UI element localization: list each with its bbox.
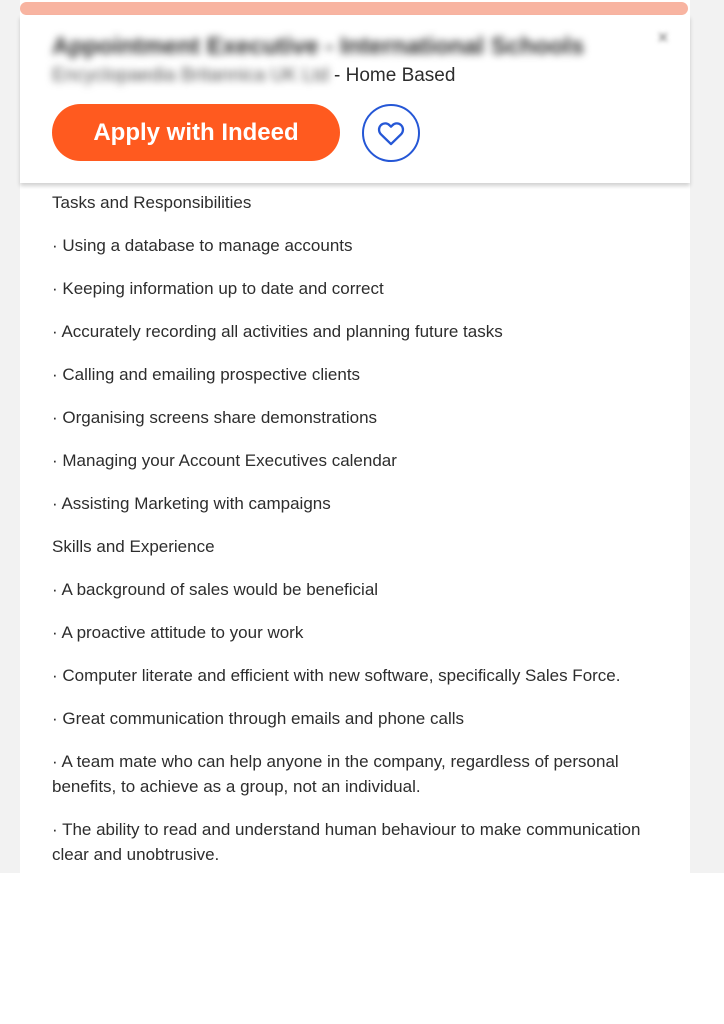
job-header: [20, 15, 690, 183]
list-item: · Great communication through emails and phone calls: [52, 709, 464, 728]
list-item: · Calling and emailing prospective clients: [52, 365, 361, 384]
list-item: · Keeping information up to date and correct: [52, 279, 384, 298]
close-icon[interactable]: ×: [657, 27, 669, 49]
bottom-blank-area: [0, 873, 724, 1024]
list-item: · Accurately recording all activities and planning future tasks: [52, 322, 503, 341]
top-accent-bar: [20, 2, 688, 15]
save-job-button[interactable]: [362, 104, 420, 162]
company-location-line: [52, 65, 455, 87]
list-item: · Assisting Marketing with campaigns: [52, 494, 331, 513]
list-item: · A background of sales would be beneficial: [52, 580, 379, 599]
list-item: · Organising screens share demonstrations: [52, 408, 378, 427]
heart-icon: [377, 120, 405, 146]
list-item: · A team mate who can help anyone in the company, regardless of personal benefits, to achieve as a group, not an individual.: [52, 752, 619, 796]
job-description: [52, 190, 672, 885]
company-name[interactable]: Encyclopaedia Britannica UK Ltd: [52, 65, 329, 86]
list-item: · A proactive attitude to your work: [52, 623, 304, 642]
apply-with-indeed-button[interactable]: Apply with Indeed: [52, 104, 340, 161]
section-heading: Tasks and Responsibilities: [52, 193, 252, 212]
location-label: - Home Based: [328, 65, 456, 86]
section-heading: Skills and Experience: [52, 537, 215, 556]
list-item: · Managing your Account Executives calendar: [52, 451, 397, 470]
list-item: · The ability to read and understand human behaviour to make communication clear and unobtrusive.: [52, 820, 641, 864]
list-item: · Computer literate and efficient with new software, specifically Sales Force.: [52, 666, 621, 685]
list-item: · Using a database to manage accounts: [52, 236, 353, 255]
job-title: Appointment Executive - International Schools: [52, 33, 585, 60]
